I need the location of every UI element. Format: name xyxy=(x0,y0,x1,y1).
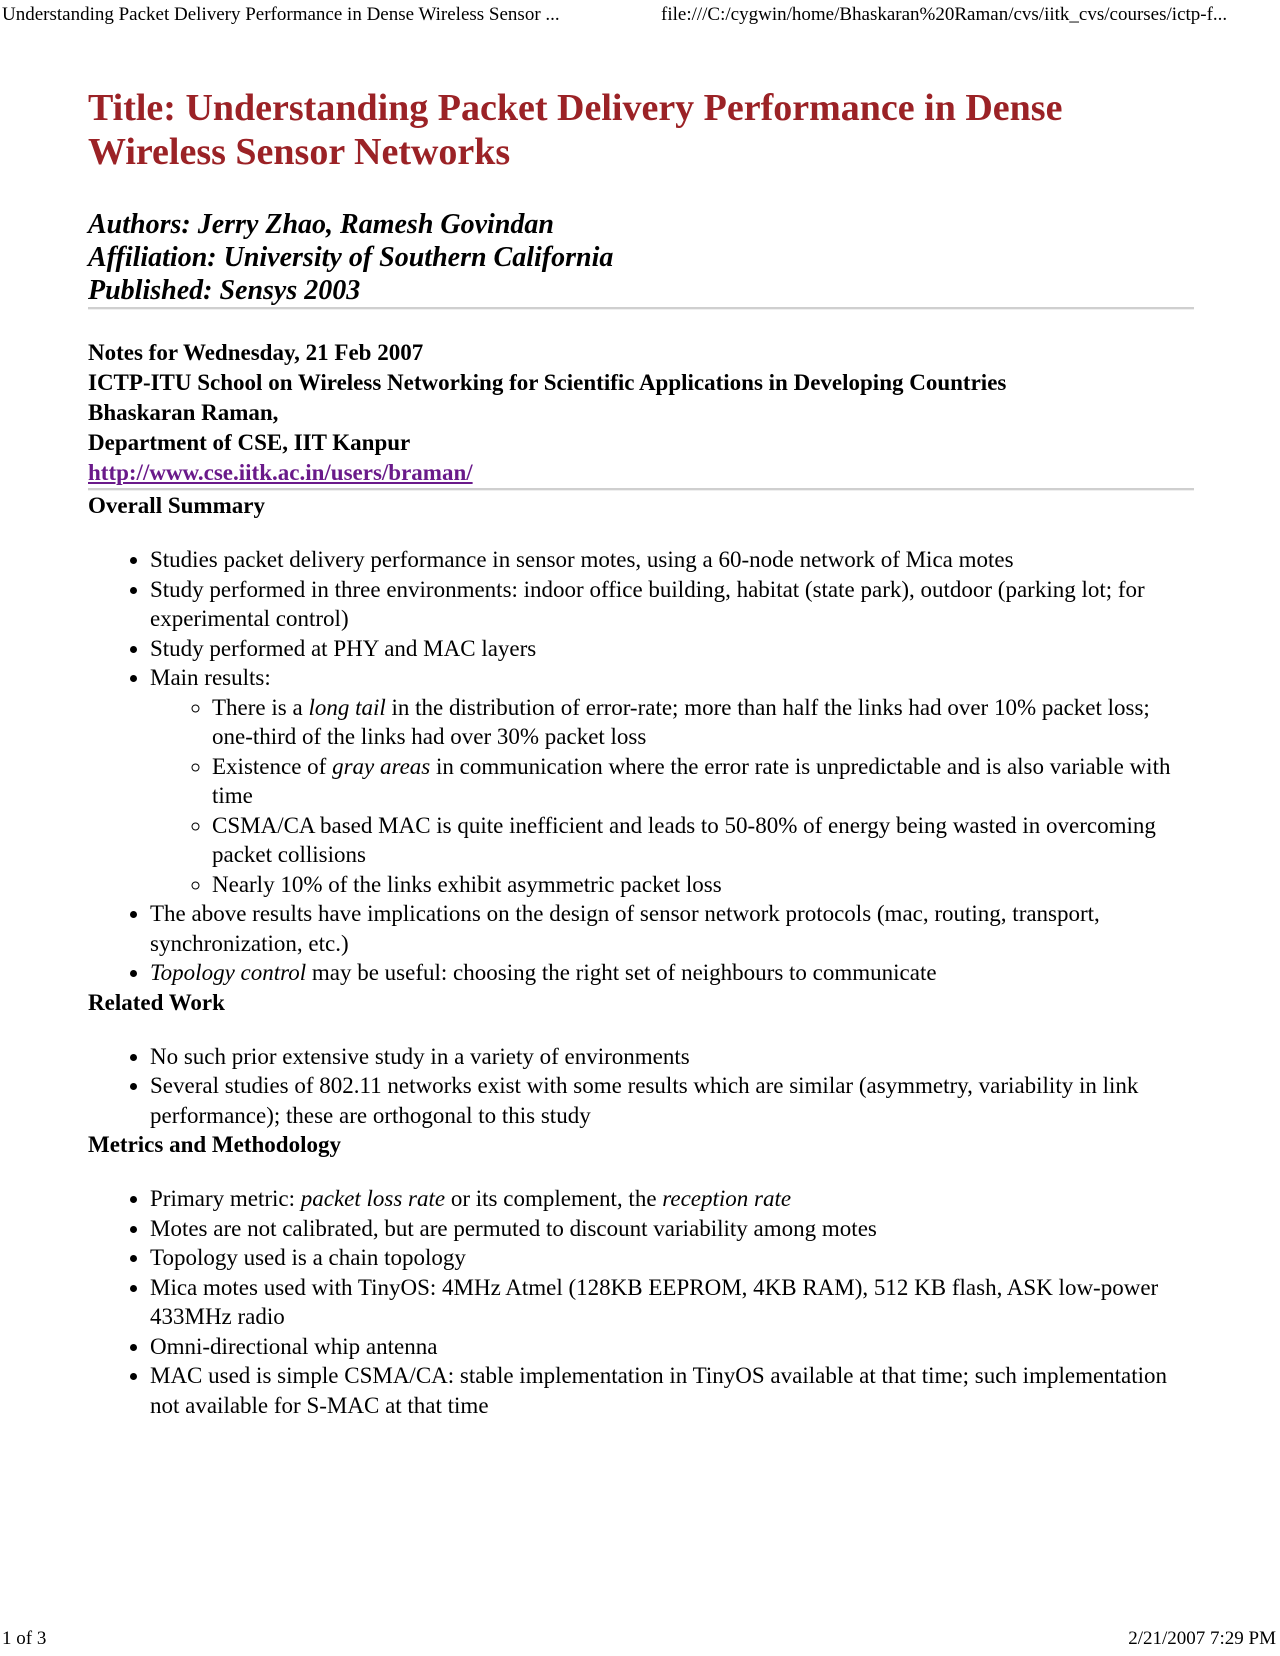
published-line: Published: Sensys 2003 xyxy=(88,275,361,306)
list-item: • Main results: ◦ There is a long tail in the distribution of error-rate; more than half the links had over 10% packet loss; one-third of the links had over 30% packet loss ◦ Existence of gray areas in communication where the error rate is unpredictable and is also variable with time ◦ CSMA/CA based MAC is quite inefficient and leads to 50-80% of energy being wasted in overcoming packet collisions ◦ Nearly 10% of the links exhibit asymmetric packet loss xyxy=(150,663,1194,899)
overall-summary-list xyxy=(88,545,1194,988)
authors-line: Authors: Jerry Zhao, Ramesh Govindan xyxy=(88,209,554,240)
notes-school: ICTP-ITU School on Wireless Networking for Scientific Applications in Developing Countries xyxy=(88,370,1007,395)
list-item: • Omni-directional whip antenna xyxy=(150,1332,1194,1362)
metrics-list xyxy=(88,1184,1194,1420)
homepage-link[interactable]: http://www.cse.iitk.ac.in/users/braman/ xyxy=(88,460,473,485)
list-item: • Primary metric: packet loss rate or its complement, the reception rate xyxy=(150,1184,1194,1214)
list-item: • Mica motes used with TinyOS: 4MHz Atmel (128KB EEPROM, 4KB RAM), 512 KB flash, ASK low-power 433MHz radio xyxy=(150,1273,1194,1332)
affiliation-line: Affiliation: University of Southern California xyxy=(88,242,614,273)
print-header-title: Understanding Packet Delivery Performance in Dense Wireless Sensor ... xyxy=(2,4,560,25)
list-item: ◦ Existence of gray areas in communication where the error rate is unpredictable and is also variable with time xyxy=(212,752,1194,811)
document-body xyxy=(88,86,1194,1420)
list-item: • Topology used is a chain topology xyxy=(150,1243,1194,1273)
divider xyxy=(88,307,1194,310)
list-item: • Study performed in three environments: indoor office building, habitat (state park), outdoor (parking lot; for experimental control) xyxy=(150,575,1194,634)
list-item: • MAC used is simple CSMA/CA: stable implementation in TinyOS available at that time; such implementation not available for S-MAC at that time xyxy=(150,1361,1194,1420)
list-item: • The above results have implications on the design of sensor network protocols (mac, routing, transport, synchronization, etc.) xyxy=(150,899,1194,958)
list-item: • Motes are not calibrated, but are permuted to discount variability among motes xyxy=(150,1214,1194,1244)
notes-author-name: Bhaskaran Raman, xyxy=(88,400,279,425)
print-header-url: file:///C:/cygwin/home/Bhaskaran%20Raman/cvs/iitk_cvs/courses/ictp-f... xyxy=(661,4,1228,25)
section-heading-related-work: Related Work xyxy=(88,989,225,1015)
related-work-list xyxy=(88,1042,1194,1131)
main-results-list xyxy=(150,693,1194,900)
paper-metadata xyxy=(88,208,1194,307)
section-heading-overall-summary: Overall Summary xyxy=(88,493,265,518)
list-item: • Study performed at PHY and MAC layers xyxy=(150,634,1194,664)
section-heading-metrics-methodology: Metrics and Methodology xyxy=(88,1132,341,1157)
list-item: • Studies packet delivery performance in sensor motes, using a 60-node network of Mica motes xyxy=(150,545,1194,575)
list-item: • Several studies of 802.11 networks exist with some results which are similar (asymmetry, variability in link performance); these are orthogonal to this study xyxy=(150,1071,1194,1130)
list-item: • No such prior extensive study in a variety of environments xyxy=(150,1042,1194,1072)
notes-department: Department of CSE, IIT Kanpur xyxy=(88,430,411,455)
notes-block xyxy=(88,338,1194,488)
list-item: ◦ CSMA/CA based MAC is quite inefficient and leads to 50-80% of energy being wasted in overcoming packet collisions xyxy=(212,811,1194,870)
page-number: 1 of 3 xyxy=(2,1628,47,1649)
page-title: Title: Understanding Packet Delivery Performance in Dense Wireless Sensor Networks xyxy=(88,87,1063,173)
print-header xyxy=(0,2,1280,28)
list-item: ◦ There is a long tail in the distribution of error-rate; more than half the links had over 10% packet loss; one-third of the links had over 30% packet loss xyxy=(212,693,1194,752)
list-item: • Topology control may be useful: choosing the right set of neighbours to communicate xyxy=(150,958,1194,988)
notes-date: Notes for Wednesday, 21 Feb 2007 xyxy=(88,340,424,365)
print-timestamp: 2/21/2007 7:29 PM xyxy=(1128,1628,1276,1649)
list-item: ◦ Nearly 10% of the links exhibit asymmetric packet loss xyxy=(212,870,1194,900)
print-footer xyxy=(0,1626,1280,1652)
